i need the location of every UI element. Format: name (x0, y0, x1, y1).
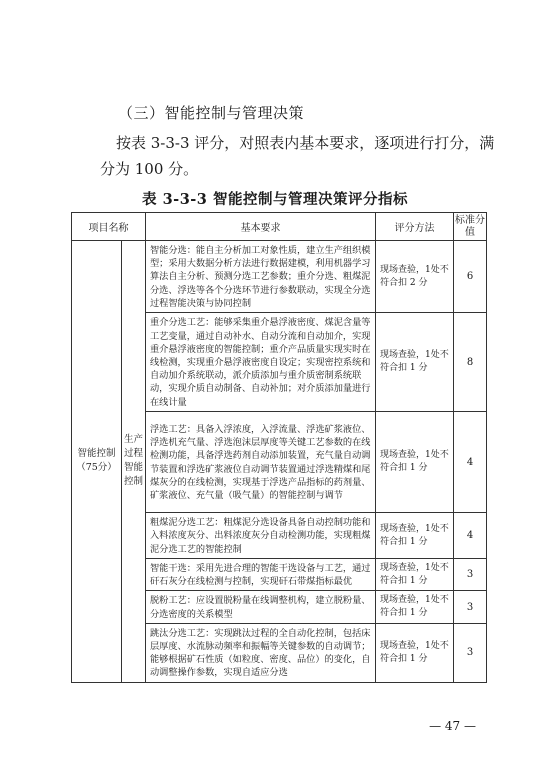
method-cell: 现场查验，1处不符合扣 1 分 (376, 513, 454, 559)
score-cell: 3 (454, 591, 487, 623)
header-requirement: 基本要求 (146, 213, 376, 241)
method-cell: 现场查验，1处不符合扣 1 分 (376, 623, 454, 682)
score-cell: 3 (454, 559, 487, 591)
header-item-name: 项目名称 (72, 213, 146, 241)
intro-paragraph: 按表 3-3-3 评分，对照表内基本要求，逐项进行打分，满分为 100 分。 (100, 134, 495, 178)
section-heading: （三）智能控制与管理决策 (118, 104, 305, 122)
item-name-cell: 智能控制（75分） (72, 241, 122, 683)
method-cell: 现场查验，1处不符合扣 1 分 (376, 591, 454, 623)
requirement-cell: 脱粉工艺：应设置脱粉量在线调整机构，建立脱粉量、分选密度的关系模型 (146, 591, 376, 623)
score-cell: 4 (454, 513, 487, 559)
page-number: — 47 — (429, 719, 476, 733)
method-cell: 现场查验，1处不符合扣 2 分 (376, 241, 454, 313)
table-row (72, 241, 487, 313)
requirement-cell: 重介分选工艺：能够采集重介悬浮液密度、煤泥含量等工艺变量，通过自动补水、自动分流和自动加介，实现重介悬浮液密度的智能控制；重介产品质量实现实时在线检测，实现重介悬浮液密度自设定；实现密控系统和自动加介系统联动，派介质添加与重介质密制系统联动，实现介质自动制备、自动补加；对介质添加量进行在线计量 (146, 313, 376, 412)
requirement-cell: 粗煤泥分选工艺：粗煤泥分选设备具备自动控制功能和入料浓度灰分、出料浓度灰分自动检测功能，实现粗煤泥分选工艺的智能控制 (146, 513, 376, 559)
table-header-row (72, 213, 487, 241)
score-cell: 8 (454, 313, 487, 412)
requirement-cell: 智能干选：采用先进合理的智能干选设备与工艺，通过矸石灰分在线检测与控制，实现矸石带煤指标最优 (146, 559, 376, 591)
requirement-cell: 浮选工艺：具备入浮浓度，入浮流量、浮选矿浆液位、浮选机充气量、浮选泡沫层厚度等关键工艺参数的在线检测功能，具备浮选药剂自动添加装置，充气量自动调节装置和浮选矿浆液位自动调节装置通过浮选精煤和尾煤灰分的在线检测，实现基于浮选产品指标的药剂量、矿浆液位、充气量（吸气量）的智能控制与调节 (146, 412, 376, 513)
header-method: 评分方法 (376, 213, 454, 241)
score-cell: 3 (454, 623, 487, 682)
header-score: 标准分值 (454, 213, 487, 241)
sub-item-cell: 生产过程智能控制 (122, 241, 146, 683)
requirement-cell: 智能分选：能自主分析加工对象性质，建立生产组织模型；采用大数据分析方法进行数据建模，利用机器学习算法自主分析、预测分选工艺参数；重介分选、粗煤泥分选、浮选等各个分选环节进行参数联动，实现全分选过程智能决策与协同控制 (146, 241, 376, 313)
method-cell: 现场查验，1处不符合扣 1 分 (376, 559, 454, 591)
requirement-cell: 跳汰分选工艺：实现跳汰过程的全自动化控制，包括床层厚度、水流脉动频率和振幅等关键参数的自动调节；能够根据矿石性质（如粒度、密度、品位）的变化，自动调整操作参数，实现自适应分选 (146, 623, 376, 682)
table-title: 表 3-3-3 智能控制与管理决策评分指标 (142, 191, 408, 208)
score-cell: 4 (454, 412, 487, 513)
method-cell: 现场查验，1处不符合扣 1 分 (376, 313, 454, 412)
score-cell: 6 (454, 241, 487, 313)
method-cell: 现场查验，1处不符合扣 1 分 (376, 412, 454, 513)
scoring-table (71, 212, 487, 683)
